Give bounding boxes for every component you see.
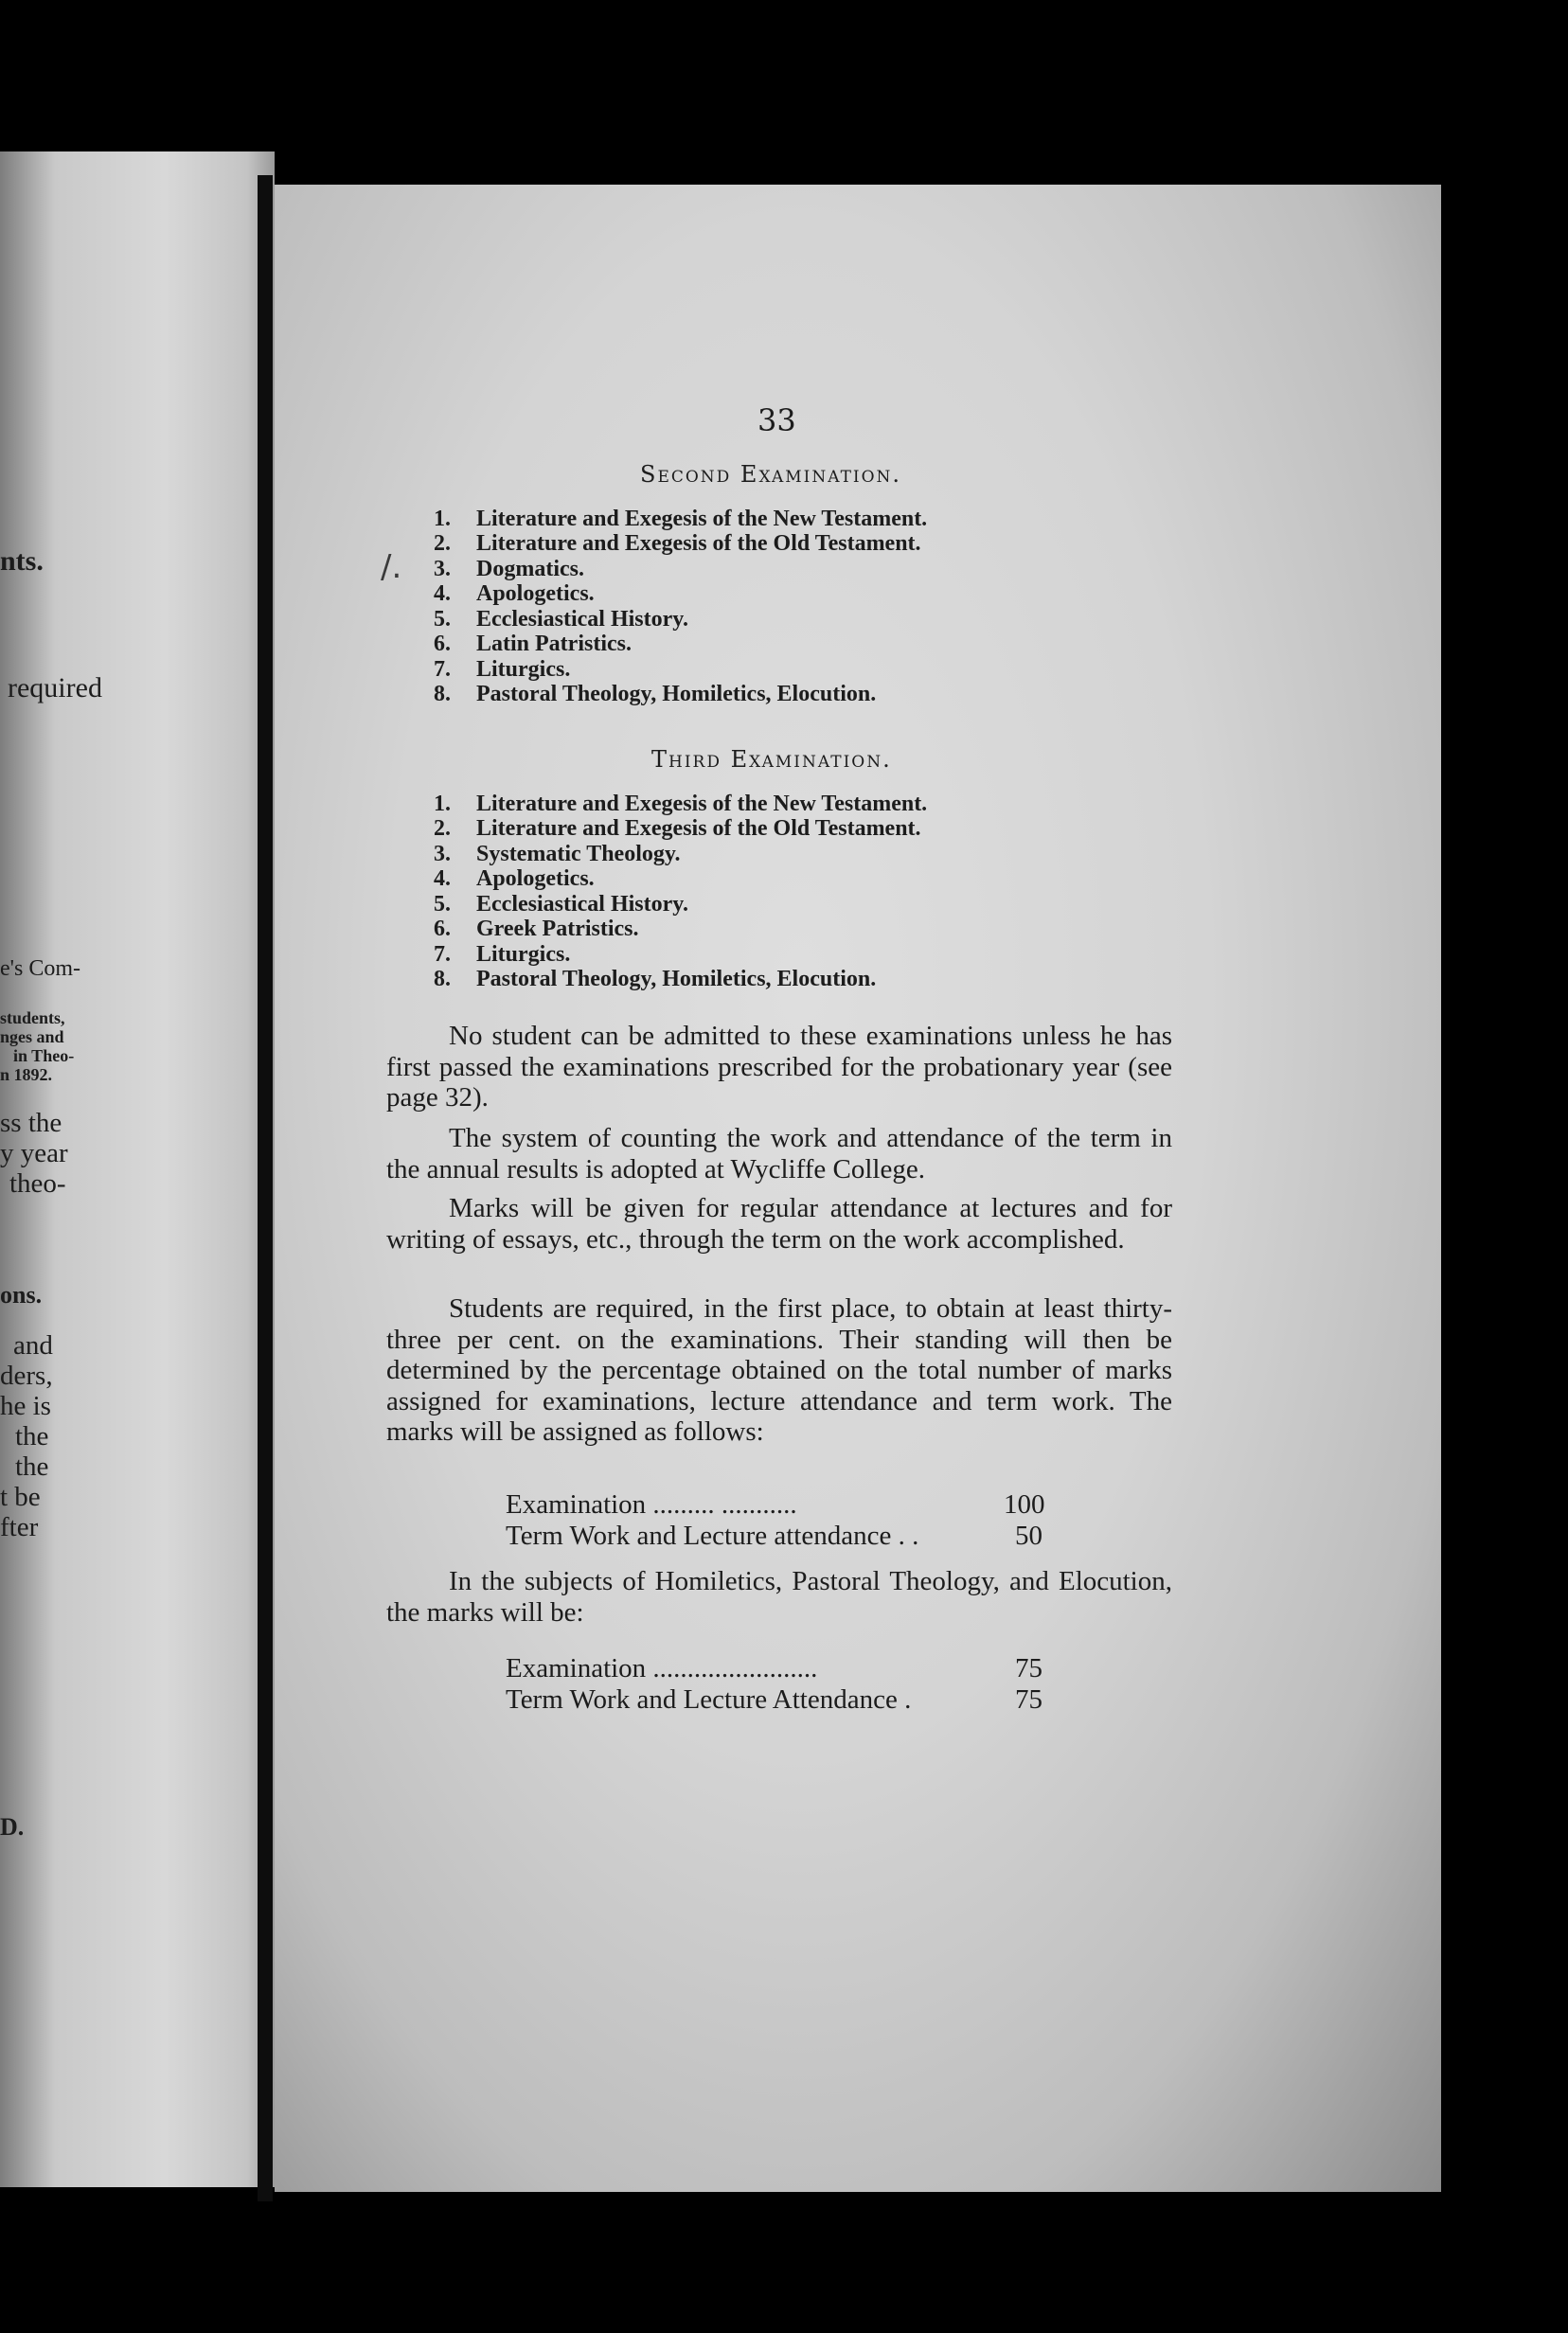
paragraph-homiletics — [386, 1566, 1172, 1628]
paragraph-marks-attendance — [386, 1193, 1172, 1255]
left-fragment: D. — [0, 1813, 25, 1841]
paragraph-requirements — [386, 1293, 1172, 1448]
list-item — [434, 683, 927, 708]
list-item — [434, 942, 927, 968]
list-item — [434, 817, 927, 843]
list-item-text: Dogmatics. — [476, 556, 584, 581]
left-fragment: theo- — [9, 1168, 66, 1199]
section-heading-second-examination: Second Examination. — [640, 461, 902, 488]
list-item-number: 5. — [434, 891, 451, 917]
list-item-text: Ecclesiastical History. — [476, 891, 688, 917]
left-fragment: ders, — [0, 1361, 53, 1391]
list-item — [434, 842, 927, 867]
left-fragment: and — [13, 1330, 53, 1361]
left-fragment: nts. — [0, 545, 44, 577]
list-item-number: 6. — [434, 632, 451, 657]
paragraph-text: In the subjects of Homiletics, Pastoral Theology, and Elocution, the marks will be: — [386, 1566, 1172, 1628]
list-item-text: Literature and Exegesis of the New Testament. — [476, 506, 928, 531]
paragraph-text: Marks will be given for regular attendance at lectures and for writing of essays, etc., through the term on the work accomplished. — [386, 1193, 1172, 1255]
left-fragment: e's Com- — [0, 956, 80, 981]
marks-value: 75 — [1015, 1653, 1042, 1683]
list-item-number: 2. — [434, 816, 451, 842]
list-item-number: 2. — [434, 531, 451, 557]
marks-value: 100 — [1004, 1489, 1045, 1520]
paragraph-text: The system of counting the work and attendance of the term in the annual results is adopted at Wycliffe College. — [386, 1123, 1172, 1184]
third-examination-list — [434, 792, 927, 992]
list-item-text: Pastoral Theology, Homiletics, Elocution. — [476, 682, 877, 707]
list-item-number: 7. — [434, 941, 451, 967]
list-item-number: 1. — [434, 791, 451, 816]
left-fragment: nges and — [0, 1027, 64, 1046]
list-item-number: 3. — [434, 841, 451, 866]
list-item — [434, 892, 927, 917]
list-item-text: Literature and Exegesis of the New Testament. — [476, 791, 928, 816]
paragraph-counting-system — [386, 1123, 1172, 1184]
list-item-number: 8. — [434, 967, 451, 992]
list-item — [434, 507, 927, 532]
list-item — [434, 557, 927, 582]
paragraph-admission — [386, 1021, 1172, 1113]
marks-label: Term Work and Lecture Attendance . — [506, 1684, 912, 1715]
list-item — [434, 632, 927, 658]
marks-row-examination — [506, 1653, 1042, 1684]
marks-row-examination — [506, 1489, 1045, 1521]
list-item-text: Liturgics. — [476, 656, 571, 682]
list-item-number: 4. — [434, 581, 451, 607]
list-item — [434, 657, 927, 683]
list-item — [434, 582, 927, 608]
marks-label: Examination ......... ........... — [506, 1489, 797, 1520]
left-fragment: t be — [0, 1482, 41, 1512]
list-item-text: Apologetics. — [476, 866, 595, 892]
left-fragment: fter — [0, 1512, 39, 1542]
list-item-text: Liturgics. — [476, 941, 571, 967]
list-item-text: Apologetics. — [476, 581, 595, 607]
list-item-text: Greek Patristics. — [476, 917, 639, 942]
marks-row-term-work — [506, 1521, 1042, 1552]
page-number: 33 — [757, 402, 796, 438]
list-item-number: 1. — [434, 506, 451, 531]
list-item-text: Latin Patristics. — [476, 632, 632, 657]
left-fragment: required — [8, 672, 102, 703]
list-item — [434, 968, 927, 993]
left-fragment: students, — [0, 1008, 65, 1027]
list-item — [434, 917, 927, 943]
list-item-number: 6. — [434, 917, 451, 942]
left-fragment: in Theo- — [13, 1046, 75, 1065]
list-item-number: 4. — [434, 866, 451, 892]
list-item — [434, 792, 927, 817]
marks-row-term-work — [506, 1684, 1042, 1716]
marks-value: 75 — [1015, 1684, 1042, 1715]
right-page — [275, 185, 1441, 2192]
list-item-number: 8. — [434, 682, 451, 707]
left-fragment: the — [15, 1451, 49, 1482]
marks-label: Term Work and Lecture attendance . . — [506, 1521, 919, 1551]
left-fragment: he is — [0, 1391, 51, 1421]
list-item-text: Literature and Exegesis of the Old Testament. — [476, 531, 921, 557]
list-item-text: Systematic Theology. — [476, 841, 681, 866]
marks-value: 50 — [1015, 1521, 1042, 1551]
left-fragment: the — [15, 1421, 49, 1451]
list-item — [434, 532, 927, 558]
paragraph-text: Students are required, in the first place, to obtain at least thirty-three per cent. on the examinations. Their standing will then be determined by the percentage obtained on the total number of marks assigned for examinations, lecture attendance and term work. The marks will be assigned as follows: — [386, 1293, 1172, 1447]
left-fragment: ss the — [0, 1108, 62, 1138]
pencil-mark: /. — [381, 548, 402, 586]
left-fragment: n 1892. — [0, 1065, 53, 1084]
list-item-number: 3. — [434, 556, 451, 581]
left-fragment: y year — [0, 1138, 68, 1168]
left-page — [0, 151, 275, 2187]
list-item-number: 7. — [434, 656, 451, 682]
list-item-text: Literature and Exegesis of the Old Testament. — [476, 816, 921, 842]
section-heading-third-examination: Third Examination. — [651, 746, 892, 773]
list-item — [434, 867, 927, 893]
paragraph-text: No student can be admitted to these examinations unless he has first passed the examinations prescribed for the probationary year (see page 32). — [386, 1021, 1172, 1113]
book-gutter — [258, 175, 273, 2201]
list-item-number: 5. — [434, 606, 451, 632]
left-fragment: ons. — [0, 1281, 43, 1309]
list-item-text: Ecclesiastical History. — [476, 606, 688, 632]
list-item — [434, 607, 927, 632]
marks-label: Examination ........................ — [506, 1653, 818, 1683]
second-examination-list — [434, 507, 927, 707]
list-item-text: Pastoral Theology, Homiletics, Elocution. — [476, 967, 877, 992]
